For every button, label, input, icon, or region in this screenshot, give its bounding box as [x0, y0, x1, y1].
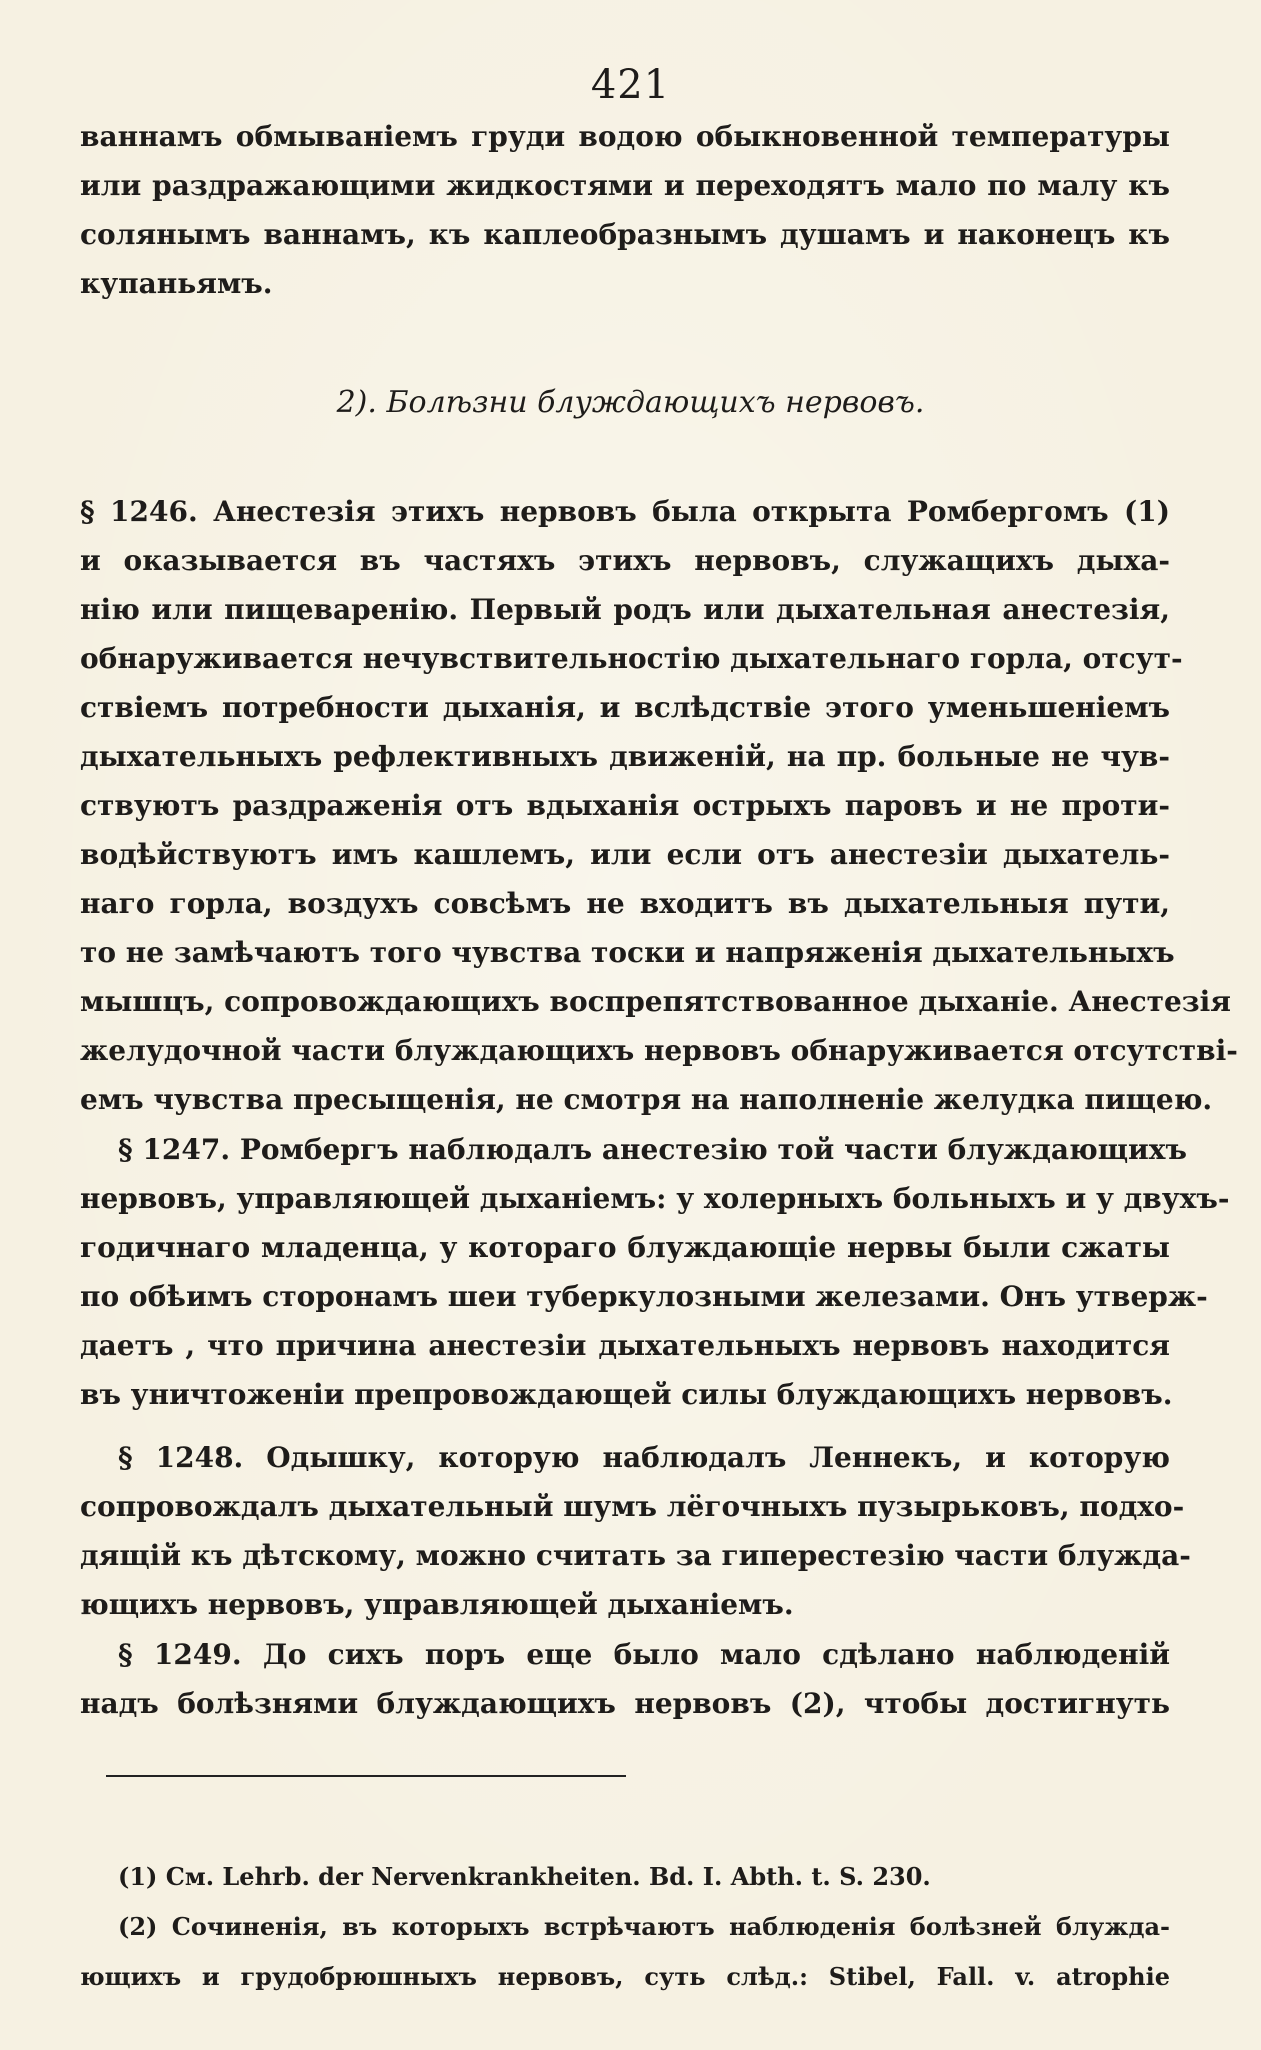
- text-line: водѣйствуютъ имъ кашлемъ, или если отъ анестезiи дыхатель-: [80, 838, 1170, 871]
- footnote-2-line-1: (2) Сочиненiя, въ которыхъ встрѣчаютъ наблюденiя болѣзней блужда-: [118, 1912, 1170, 1941]
- text-line: § 1249. До сихъ поръ еще было мало сдѣлано наблюденiй: [118, 1638, 1170, 1671]
- text-line: годичнаго младенца, у котораго блуждающiе нервы были сжаты: [80, 1231, 1170, 1264]
- text-line: § 1246. Анестезiя этихъ нервовъ была открыта Ромбергомъ (1): [80, 495, 1170, 528]
- text-line: дящiй къ дѣтскому, можно считать за гиперестезiю части блужда-: [80, 1539, 1191, 1572]
- text-line: купаньямъ.: [80, 267, 273, 300]
- text-line: ствiемъ потребности дыханiя, и вслѣдствiе этого уменьшенiемъ: [80, 691, 1170, 724]
- text-line: и оказывается въ частяхъ этихъ нервовъ, служащихъ дыха-: [80, 544, 1170, 577]
- text-line: по обѣимъ сторонамъ шеи туберкулозными железами. Онъ утверж-: [80, 1280, 1208, 1313]
- text-line: надъ болѣзнями блуждающихъ нервовъ (2), чтобы достигнуть: [80, 1687, 1170, 1720]
- page-number: 421: [590, 62, 671, 108]
- text-line: § 1247. Ромбергъ наблюдалъ анестезiю той части блуждающихъ: [118, 1133, 1187, 1166]
- intro-paragraph: [80, 112, 1170, 308]
- footnote-divider: [106, 1775, 626, 1777]
- text-line: ваннамъ обмыванiемъ груди водою обыкновенной температуры: [80, 120, 1170, 153]
- text-line: или раздражающими жидкостями и переходятъ мало по малу къ: [80, 169, 1170, 202]
- text-line: обнаруживается нечувствительностiю дыхательнаго горла, отсут-: [80, 642, 1183, 675]
- footnotes: [80, 1852, 1170, 2002]
- text-line: мышцъ, сопровождающихъ воспрепятствованное дыханiе. Анестезiя: [80, 985, 1231, 1018]
- paragraph-1249: [80, 1630, 1170, 1728]
- text-line: даетъ , что причина анестезiи дыхательныхъ нервовъ находится: [80, 1329, 1170, 1362]
- paragraph-1246: [80, 487, 1238, 1124]
- text-line: нервовъ, управляющей дыханiемъ: у холерныхъ больныхъ и у двухъ-: [80, 1182, 1230, 1215]
- text-line: § 1248. Одышку, которую наблюдалъ Леннекъ, и которую: [118, 1441, 1170, 1474]
- footnote-2-line-2: ющихъ и грудобрюшныхъ нервовъ, суть слѣд.: Stibel, Fall. v. atrophie: [80, 1962, 1170, 1991]
- text-line: сопровождалъ дыхательный шумъ лёгочныхъ пузырьковъ, подхо-: [80, 1490, 1185, 1523]
- text-line: ствуютъ раздраженiя отъ вдыханiя острыхъ паровъ и не проти-: [80, 789, 1170, 822]
- text-line: нiю или пищеваренiю. Первый родъ или дыхательная анестезiя,: [80, 593, 1170, 626]
- text-line: дыхательныхъ рефлективныхъ движенiй, на пр. больные не чув-: [80, 740, 1170, 773]
- paragraph-1248: [80, 1433, 1191, 1629]
- text-line: емъ чувства пресыщенiя, не смотря на наполненiе желудка пищею.: [80, 1083, 1213, 1116]
- footnote-1: (1) См. Lehrb. der Nervenkrankheiten. Bd. I. Abth. t. S. 230.: [118, 1862, 931, 1891]
- text-line: въ уничтоженiи препровождающей силы блуждающихъ нервовъ.: [80, 1378, 1173, 1411]
- text-line: то не замѣчаютъ того чувства тоски и напряженiя дыхательныхъ: [80, 936, 1175, 969]
- text-line: ющихъ нервовъ, управляющей дыханiемъ.: [80, 1588, 794, 1621]
- text-line: желудочной части блуждающихъ нервовъ обнаруживается отсутствi-: [80, 1034, 1238, 1067]
- section-heading: 2). Болѣзни блуждающихъ нервовъ.: [336, 385, 925, 420]
- text-line: солянымъ ваннамъ, къ каплеобразнымъ душамъ и наконецъ къ: [80, 218, 1170, 251]
- paragraph-1247: [80, 1125, 1230, 1419]
- text-line: наго горла, воздухъ совсѣмъ не входитъ въ дыхательныя пути,: [80, 887, 1170, 920]
